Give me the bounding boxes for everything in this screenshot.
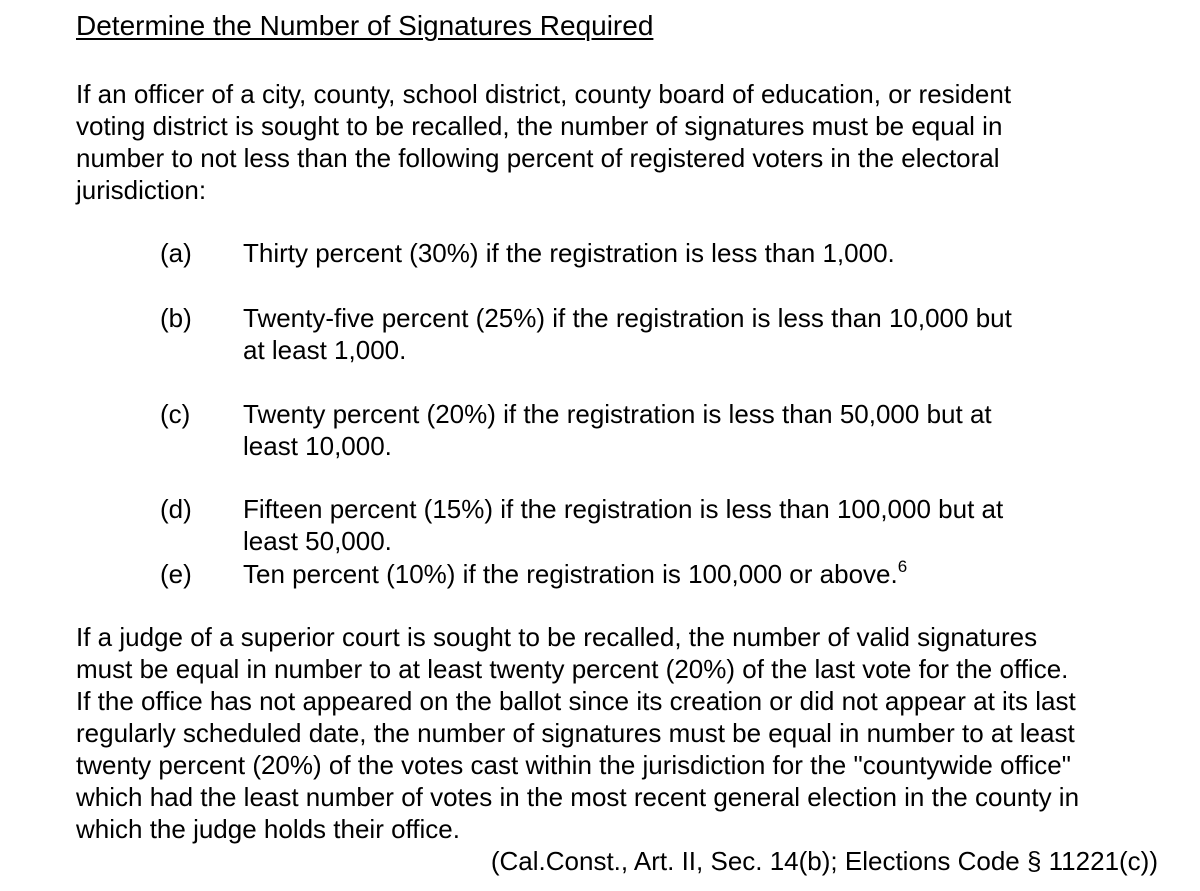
judge-paragraph-line: If a judge of a superior court is sought to be recalled, the number of valid signatures [76,622,1038,652]
list-item-line-text: Ten percent (10%) if the registration is 100,000 or above. [243,559,898,589]
list-item-line [243,558,907,590]
list-item-text [243,237,895,269]
list-item-line: Twenty-five percent (25%) if the registration is less than 10,000 but [243,303,1012,333]
list-marker: (a) [160,238,192,268]
intro-line: number to not less than the following percent of registered voters in the electoral [76,143,1000,173]
intro-paragraph [76,78,1011,206]
list-item-line: least 50,000. [243,526,392,556]
list-item-line: Twenty percent (20%) if the registration is less than 50,000 but at [243,399,992,429]
list-item-line: least 10,000. [243,431,392,461]
list-item-line: Fifteen percent (15%) if the registration is less than 100,000 but at [243,494,1004,524]
judge-paragraph [76,621,1079,845]
list-item-line: Thirty percent (30%) if the registration is less than 1,000. [243,238,895,268]
judge-paragraph-line: which the judge holds their office. [76,814,460,844]
legal-citation: (Cal.Const., Art. II, Sec. 14(b); Elections Code § 11221(c)) [490,846,1158,876]
intro-line: jurisdiction: [76,175,207,205]
list-item-line: at least 1,000. [243,335,407,365]
judge-paragraph-line: twenty percent (20%) of the votes cast within the jurisdiction for the "countywide office" [76,750,1071,780]
list-item-text [243,558,907,590]
judge-paragraph-line: must be equal in number to at least twenty percent (20%) of the last vote for the office. [76,654,1069,684]
list-marker: (e) [160,559,192,589]
list-marker: (d) [160,494,192,524]
list-item-text [243,493,1003,557]
list-marker: (c) [160,399,191,429]
judge-paragraph-line: regularly scheduled date, the number of signatures must be equal in number to at least [76,718,1075,748]
judge-paragraph-line: which had the least number of votes in the most recent general election in the county in [76,782,1080,812]
intro-line: If an officer of a city, county, school district, county board of education, or resident [76,79,1012,109]
list-item-text [243,302,1012,366]
list-marker: (b) [160,303,192,333]
footnote-marker[interactable]: 6 [897,557,908,576]
list-item-text [243,398,992,462]
intro-line: voting district is sought to be recalled, the number of signatures must be equal in [76,111,1003,141]
judge-paragraph-line: If the office has not appeared on the ballot since its creation or did not appear at its last [76,686,1076,716]
section-heading: Determine the Number of Signatures Required [76,10,654,41]
